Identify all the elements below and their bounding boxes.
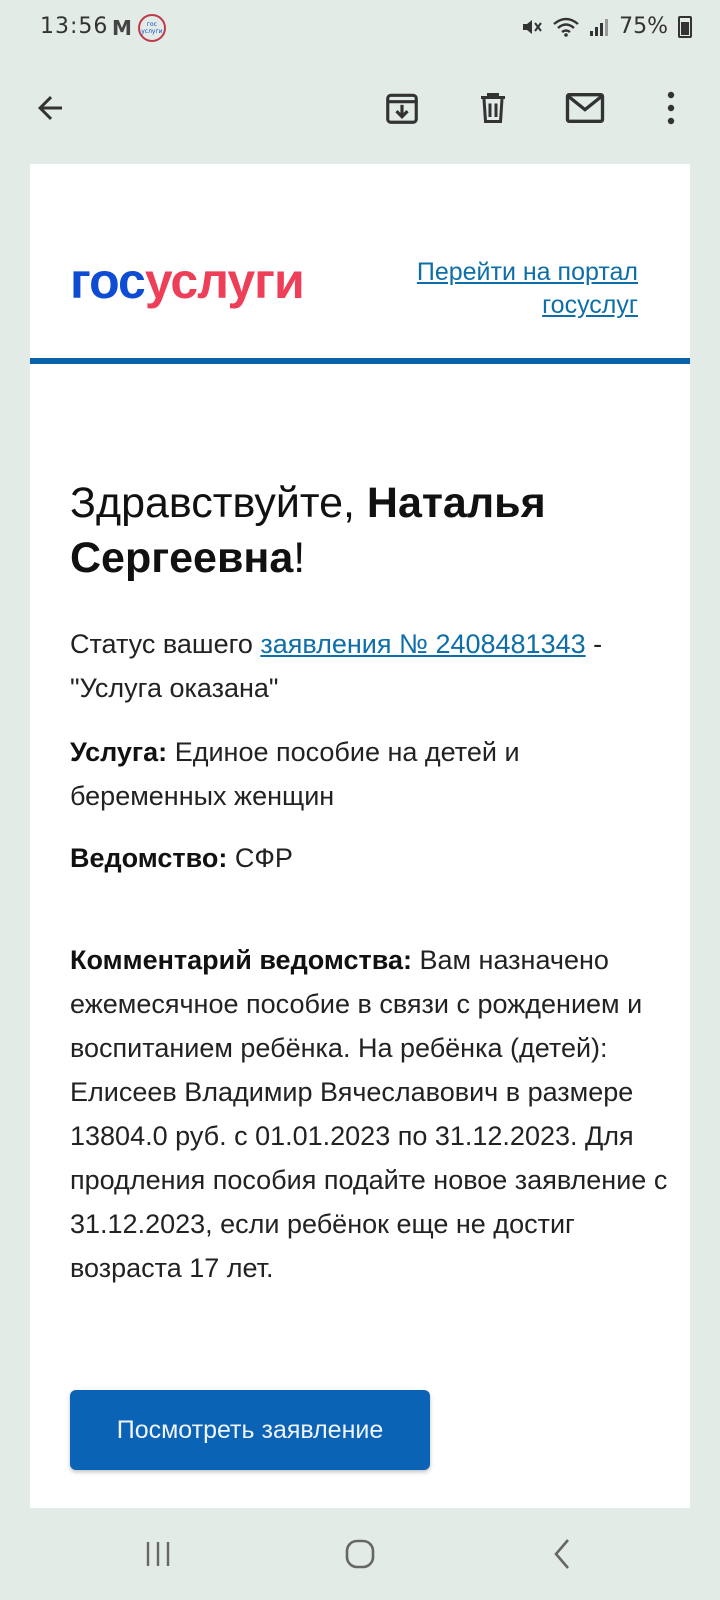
service-label: Услуга: [70,737,168,767]
recent-apps-button[interactable] [128,1528,188,1580]
back-arrow-icon [32,90,68,126]
service-value: Единое пособие на детей и беременных женщин [70,737,520,811]
status-prefix: Статус вашего [70,629,261,659]
recent-apps-icon [143,1539,173,1569]
mark-unread-icon [565,91,605,125]
department-label: Ведомство: [70,843,228,873]
status-suffix: - "Услуга оказана" [70,629,603,703]
battery-icon [678,16,692,38]
gosuslugi-mini-bottom: услуги [141,28,163,35]
application-link[interactable]: заявления № 2408481343 [260,629,586,659]
home-icon [344,1538,376,1570]
archive-button[interactable] [372,78,432,138]
delete-icon [475,89,511,127]
system-nav-bar [0,1508,720,1600]
system-icons [521,14,692,39]
status-time: 13:56 [40,14,109,39]
greeting [70,476,660,586]
email-toolbar [0,56,720,164]
portal-link[interactable]: Перейти на портал госуслуг [416,258,638,319]
status-bar [0,0,720,56]
archive-icon [383,89,421,127]
wifi-icon [553,17,579,37]
greeting-name: Наталья Сергеевна [70,479,546,582]
gosuslugi-notification-icon [138,14,166,42]
more-vert-icon [665,90,677,126]
gmail-notification-icon: M [112,16,132,40]
signal-icon [589,17,609,37]
comment-paragraph [70,938,670,1290]
mark-unread-button[interactable] [555,78,615,138]
view-application-button[interactable]: Посмотреть заявление [70,1390,430,1470]
delete-button[interactable] [463,78,523,138]
comment-label: Комментарий ведомства: [70,945,412,975]
gosuslugi-logo [70,253,304,309]
logo-uslugi: услуги [144,253,304,309]
service-paragraph [70,730,670,818]
greeting-suffix: ! [293,534,306,582]
greeting-prefix: Здравствуйте, [70,479,367,527]
comment-value: Вам назначено ежемесячное пособие в связи с рождением и воспитанием ребёнка. На ребёнка (детей): Елисеев Владимир Вячеславович в размере 13804.0 руб. с 01.01.2023 по 31.12.2023. Для продления пособия подайте новое заявление с 31.12.2023, если ребёнок еще не достиг возраста 17 лет. [70,945,668,1283]
department-value: СФР [227,843,293,873]
more-options-button[interactable] [641,78,701,138]
department-paragraph [70,836,670,880]
gosuslugi-mini-top: гос [146,21,157,28]
logo-gos: гос [70,253,145,309]
nav-back-icon [550,1537,574,1571]
nav-back-button[interactable] [532,1528,592,1580]
mute-icon [521,17,543,37]
email-body [30,164,690,1508]
back-button[interactable] [20,78,80,138]
header-divider [30,358,690,364]
notification-icons [112,14,166,42]
battery-percent: 75% [619,14,668,39]
status-paragraph [70,622,670,710]
home-button[interactable] [330,1528,390,1580]
